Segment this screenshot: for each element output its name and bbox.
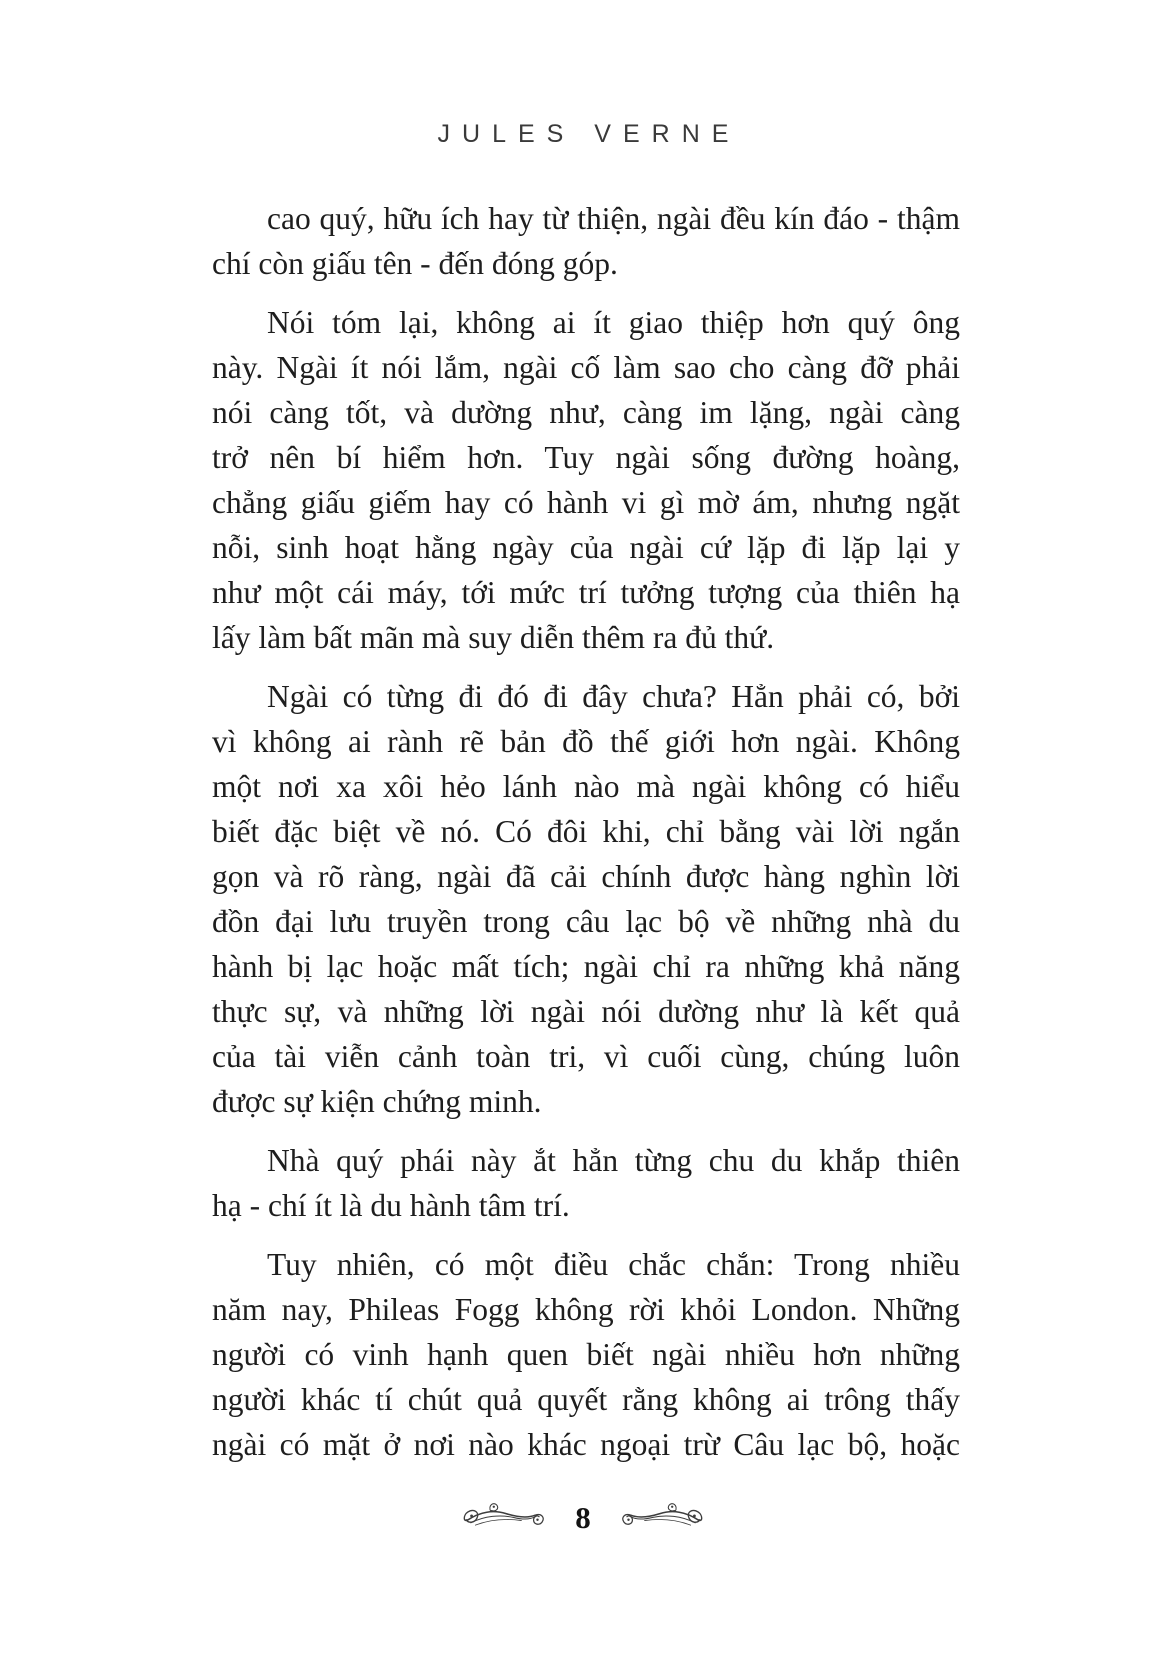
text-line: lấy làm bất mãn mà suy diễn thêm ra đủ thứ. bbox=[212, 620, 775, 655]
text-line: ngài có mặt ở nơi nào khác ngoại trừ Câu lạc bộ, hoặc bbox=[212, 1427, 960, 1462]
text-line: nỗi, sinh hoạt hằng ngày của ngài cứ lặp đi lặp lại y bbox=[212, 530, 960, 565]
text-body bbox=[212, 196, 960, 1481]
text-line: chẳng giấu giếm hay có hành vi gì mờ ám, nhưng ngặt bbox=[212, 485, 960, 520]
paragraph bbox=[212, 196, 960, 286]
text-line: đồn đại lưu truyền trong câu lạc bộ về những nhà du bbox=[212, 904, 960, 939]
text-line: của tài viễn cảnh toàn tri, vì cuối cùng, chúng luôn bbox=[212, 1039, 960, 1074]
text-line: hành bị lạc hoặc mất tích; ngài chỉ ra những khả năng bbox=[212, 949, 960, 984]
text-line: vì không ai rành rẽ bản đồ thế giới hơn ngài. Không bbox=[212, 724, 960, 759]
running-header: JULES VERNE bbox=[437, 120, 741, 148]
text-line: cao quý, hữu ích hay từ thiện, ngài đều kín đáo - thậm bbox=[267, 201, 960, 236]
paragraph bbox=[212, 1242, 960, 1467]
text-line: Ngài có từng đi đó đi đây chưa? Hẳn phải có, bởi bbox=[267, 679, 960, 714]
text-line: được sự kiện chứng minh. bbox=[212, 1084, 542, 1119]
page-number: 8 bbox=[575, 1499, 591, 1535]
text-line: gọn và rõ ràng, ngài đã cải chính được hàng nghìn lời bbox=[212, 859, 960, 894]
text-line: trở nên bí hiểm hơn. Tuy ngài sống đường hoàng, bbox=[212, 440, 960, 475]
text-line: như một cái máy, tới mức trí tưởng tượng của thiên hạ bbox=[212, 575, 960, 610]
text-line: chí còn giấu tên - đến đóng góp. bbox=[212, 246, 618, 281]
text-line: Nói tóm lại, không ai ít giao thiệp hơn quý ông bbox=[267, 305, 960, 340]
text-line: biết đặc biệt về nó. Có đôi khi, chỉ bằng vài lời ngắn bbox=[212, 814, 960, 849]
text-line: này. Ngài ít nói lắm, ngài cố làm sao cho càng đỡ phải bbox=[212, 350, 960, 385]
paragraph bbox=[212, 674, 960, 1124]
text-line: Tuy nhiên, có một điều chắc chắn: Trong nhiều bbox=[267, 1247, 960, 1282]
text-line: người có vinh hạnh quen biết ngài nhiều hơn những bbox=[212, 1337, 960, 1372]
text-line: hạ - chí ít là du hành tâm trí. bbox=[212, 1188, 570, 1223]
text-line: một nơi xa xôi hẻo lánh nào mà ngài không có hiểu bbox=[212, 769, 960, 804]
text-line: nói càng tốt, và dường như, càng im lặng, ngài càng bbox=[212, 395, 960, 430]
page-footer bbox=[0, 1498, 1166, 1540]
text-line: năm nay, Phileas Fogg không rời khỏi London. Những bbox=[212, 1292, 960, 1327]
flourish-right-icon bbox=[617, 1498, 709, 1540]
paragraph bbox=[212, 1138, 960, 1228]
text-line: người khác tí chút quả quyết rằng không ai trông thấy bbox=[212, 1382, 960, 1417]
text-line: Nhà quý phái này ắt hẳn từng chu du khắp thiên bbox=[267, 1143, 960, 1178]
flourish-left-icon bbox=[457, 1498, 549, 1540]
paragraph bbox=[212, 300, 960, 660]
text-line: thực sự, và những lời ngài nói dường như là kết quả bbox=[212, 994, 960, 1029]
